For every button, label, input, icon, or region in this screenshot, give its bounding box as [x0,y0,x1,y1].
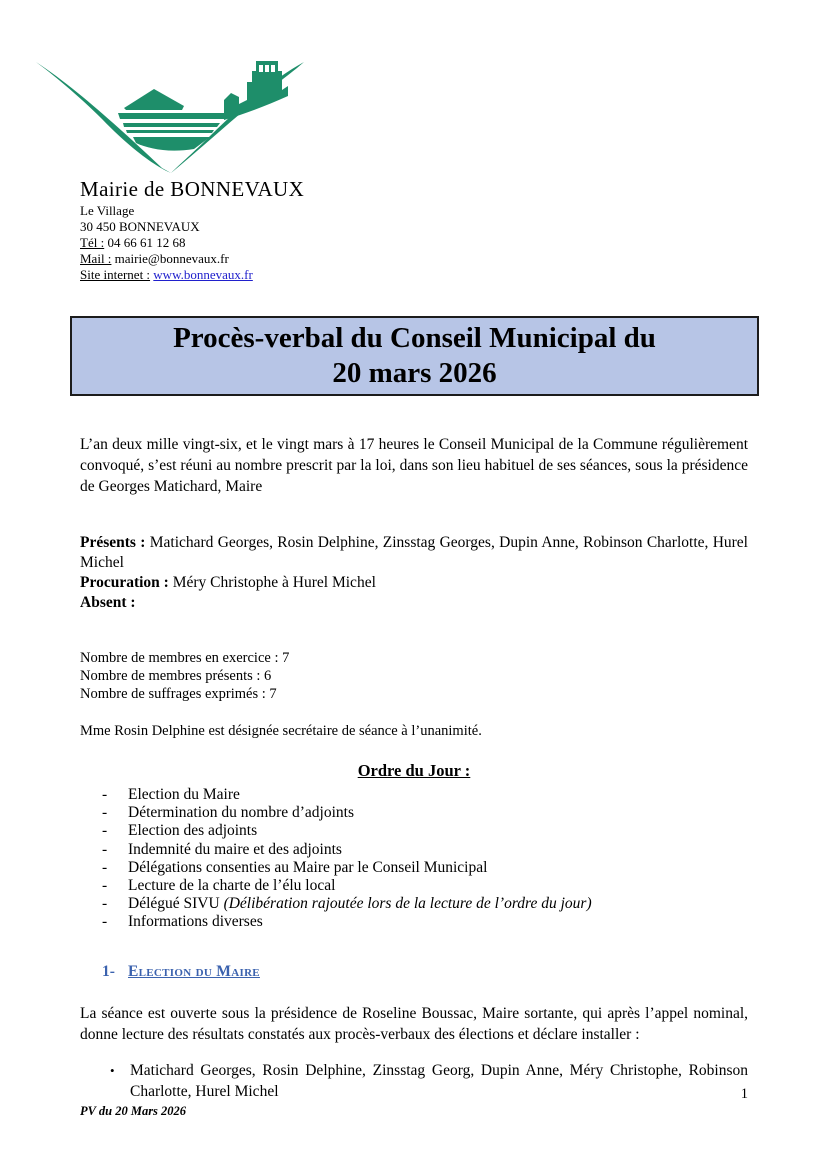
agenda-item-text: Délégué SIVU [128,895,224,913]
presents-label: Présents : [80,534,150,551]
page-number: 1 [740,1086,748,1102]
dash-marker: - [102,786,108,803]
agenda-item [80,786,748,804]
installed-members-item [80,1060,748,1102]
title-line-2: 20 mars 2026 [332,357,497,389]
bullet-marker: • [110,1063,115,1079]
agenda-list [80,786,748,932]
title-line-1: Procès-verbal du Conseil Municipal du [173,322,656,354]
agenda-item [80,841,748,859]
agenda-item [80,859,748,877]
bonnevaux-valley-castle-logo-icon [34,56,308,176]
section-number: 1- [102,962,115,980]
count-members-exercice: Nombre de membres en exercice : 7 [80,650,290,666]
dash-marker: - [102,913,108,931]
address-line-2: 30 450 BONNEVAUX [80,219,200,234]
installed-members-text: Matichard Georges, Rosin Delphine, Zinsstag Georg, Dupin Anne, Méry Christophe, Robinson Charlotte, Hurel Michel [130,1062,748,1101]
count-suffrages: Nombre de suffrages exprimés : 7 [80,686,277,702]
dash-marker: - [102,804,108,822]
dash-marker: - [102,877,108,895]
presents-value: Matichard Georges, Rosin Delphine, Zinsstag Georges, Dupin Anne, Robinson Charlotte, Hurel Michel [80,534,748,571]
agenda-item [80,913,748,931]
attendance-block [80,533,748,613]
agenda-item-text: Lecture de la charte de l’élu local [128,877,336,895]
org-name: Mairie de BONNEVAUX [80,177,305,201]
dash-marker: - [102,822,108,840]
section-1-paragraph: La séance est ouverte sous la présidence de Roseline Boussac, Maire sortante, qui après l’appel nominal, donne lecture des résultats constatés aux procès-verbaux des élections et déclare installer : [80,1004,748,1043]
agenda-item [80,822,748,840]
section-1-heading [102,963,748,981]
agenda-item-text: Election des adjoints [128,822,258,840]
agenda-item-text: Délégations consenties au Maire par le Conseil Municipal [128,858,488,876]
procuration-value: Méry Christophe à Hurel Michel [172,574,376,591]
section-title: Election du Maire [128,962,260,980]
phone-value: 04 66 61 12 68 [107,235,186,250]
agenda-item-text: Détermination du nombre d’adjoints [128,804,354,822]
secretary-line: Mme Rosin Delphine est désignée secrétaire de séance à l’unanimité. [80,723,482,739]
count-members-presents: Nombre de membres présents : 6 [80,668,272,684]
address-line-1: Le Village [80,203,135,218]
agenda-item-text: Informations diverses [128,913,263,931]
member-counts [80,649,748,703]
agenda-item [80,877,748,895]
dash-marker: - [102,895,108,913]
mail-value: mairie@bonnevaux.fr [114,251,229,266]
document-body [80,316,748,1102]
website-link[interactable]: www.bonnevaux.fr [153,267,253,282]
absent-label: Absent : [80,594,136,611]
footer-document-reference: PV du 20 Mars 2026 [80,1104,187,1118]
phone-label: Tél : [80,235,105,250]
dash-marker: - [102,840,108,858]
mail-line [80,251,304,267]
website-line [80,267,304,283]
intro-paragraph: L’an deux mille vingt-six, et le vingt mars à 17 heures le Conseil Municipal de la Commune régulièrement convoqué, s’est réuni au nombre prescrit par la loi, dans son lieu habituel de ses séances, sous la présidence de Georges Matichard, Maire [80,436,748,495]
agenda-item [80,804,748,822]
mail-label: Mail : [80,251,112,266]
agenda-title: Ordre du Jour : [357,761,471,780]
agenda-item-note: (Délibération rajoutée lors de la lecture de l’ordre du jour) [223,895,592,913]
procuration-label: Procuration : [80,574,173,591]
website-label: Site internet : [80,267,151,282]
document-title-box [70,316,759,396]
dash-marker: - [102,858,108,876]
letterhead [80,177,304,283]
phone-line [80,235,304,251]
agenda-item-text: Indemnité du maire et des adjoints [128,840,342,858]
agenda-item [80,895,748,913]
agenda-item-text: Election du Maire [128,786,240,803]
